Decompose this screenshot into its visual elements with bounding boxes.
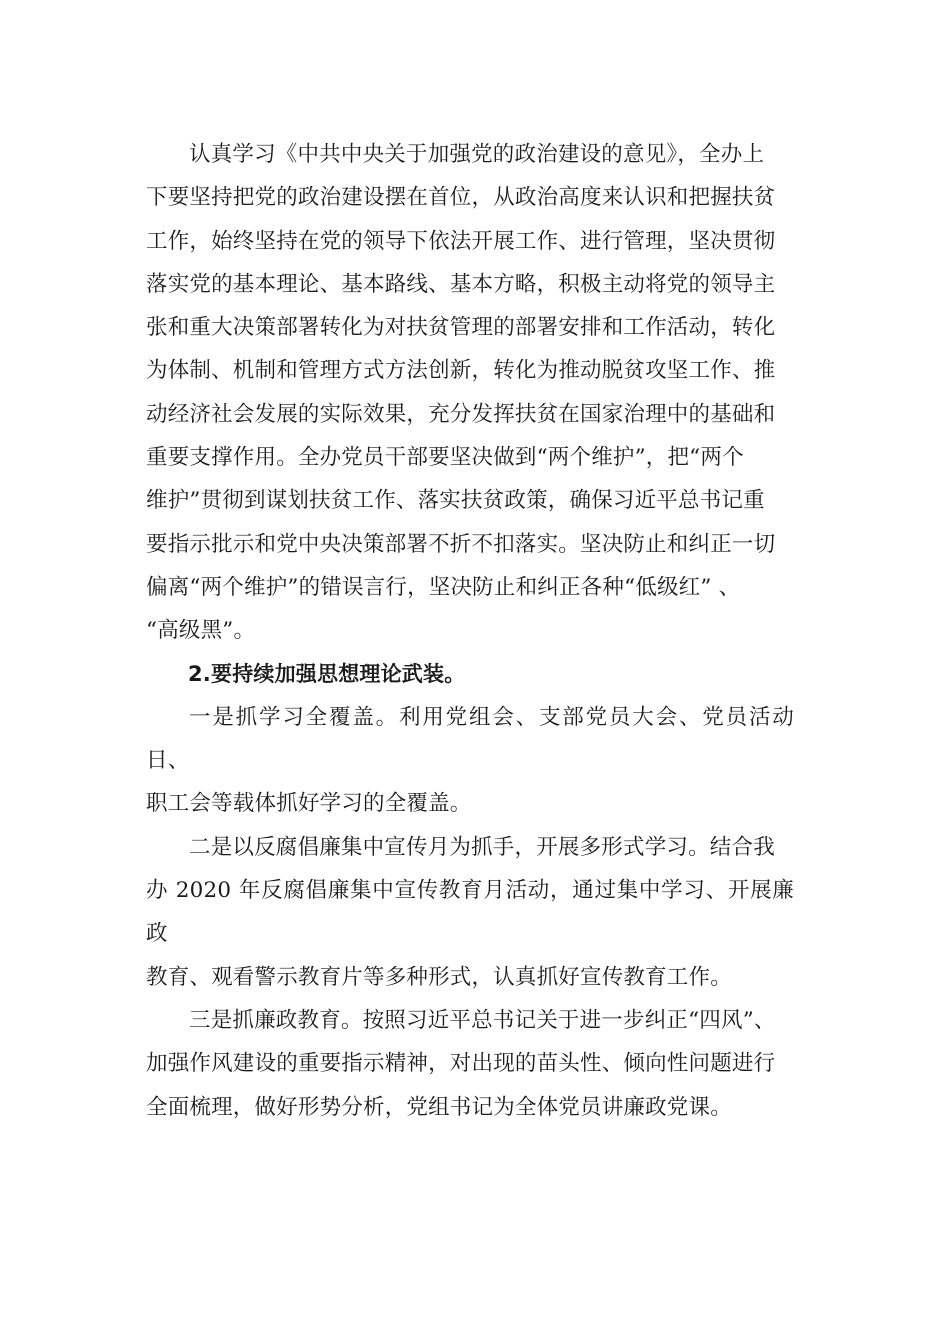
item-paragraph-1 xyxy=(146,696,794,826)
text-line: 认真学习《中共中央关于加强党的政治建设的意见》，全办上 xyxy=(189,142,765,167)
text-line: 下要坚持把党的政治建设摆在首位，从政治高度来认识和把握扶贫 xyxy=(146,185,776,211)
text-line: 落实党的基本理论、基本路线、基本方略，积极主动将党的领导主 xyxy=(146,271,776,297)
text-line: 工作，始终坚持在党的领导下依法开展工作、进行管理，坚决贯彻 xyxy=(146,228,776,254)
item-paragraph-3 xyxy=(146,999,794,1129)
text-line: 办 2020 年反腐倡廉集中宣传教育月活动，通过集中学习、开展廉政 xyxy=(146,878,794,947)
text-line: 教育、观看警示教育片等多种形式，认真抓好宣传教育工作。 xyxy=(146,964,732,990)
text-line: 重要支撑作用。全办党员干部要坚决做到“两个维护”，把“两个 xyxy=(146,445,744,471)
text-line: 一是抓学习全覆盖。利用党组会、支部党员大会、党员活动日、 xyxy=(146,704,794,774)
text-line: 职工会等载体抓好学习的全覆盖。 xyxy=(146,791,472,817)
text-line: 要指示批示和党中央决策部署不折不扣落实。坚决防止和纠正一切 xyxy=(146,531,776,557)
text-line: 动经济社会发展的实际效果，充分发挥扶贫在国家治理中的基础和 xyxy=(146,401,776,427)
text-line: 维护”贯彻到谋划扶贫工作、落实扶贫政策，确保习近平总书记重 xyxy=(146,488,765,514)
text-line: “高级黑”。 xyxy=(146,618,256,644)
text-line: 全面梳理，做好形势分析，党组书记为全体党员讲廉政党课。 xyxy=(146,1094,732,1120)
intro-paragraph xyxy=(146,133,794,653)
text-line: 加强作风建设的重要指示精神，对出现的苗头性、倾向性问题进行 xyxy=(146,1051,776,1077)
text-line: 偏离“两个维护”的错误言行，坚决防止和纠正各种“低级红” 、 xyxy=(146,574,741,600)
text-line: 三是抓廉政教育。按照习近平总书记关于进一步纠正“四风”、 xyxy=(189,1007,776,1033)
text-line: 二是以反腐倡廉集中宣传月为抓手，开展多形式学习。结合我 xyxy=(189,834,775,860)
section-heading: 2.要持续加强思想理论武装。 xyxy=(188,661,466,686)
text-line: 张和重大决策部署转化为对扶贫管理的部署安排和工作活动，转化 xyxy=(146,315,776,341)
document-body xyxy=(146,133,794,1129)
item-paragraph-2 xyxy=(146,826,794,999)
text-line: 为体制、机制和管理方式方法创新，转化为推动脱贫攻坚工作、推 xyxy=(146,358,776,384)
